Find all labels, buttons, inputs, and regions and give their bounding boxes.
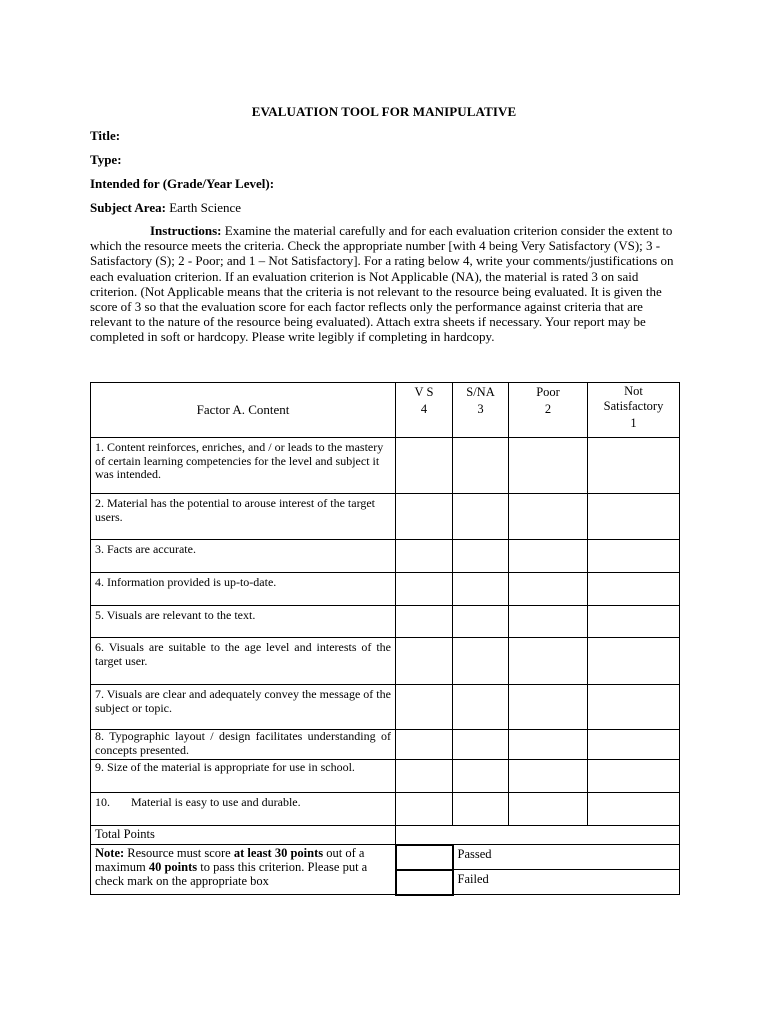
- note-text-1: Resource must score: [124, 846, 234, 860]
- rating-cell-1-sna[interactable]: [453, 438, 509, 494]
- column-header-vs: [396, 383, 453, 438]
- column-score-sna: 3: [477, 402, 484, 416]
- column-header-not-satisfactory: [588, 383, 680, 438]
- table-row: [91, 438, 680, 494]
- total-points-label: Total Points: [91, 826, 396, 845]
- table-row: [91, 638, 680, 685]
- rating-cell-1-not-satisfactory[interactable]: [588, 438, 680, 494]
- table-header-row: [91, 383, 680, 438]
- instructions-label: Instructions:: [150, 223, 222, 238]
- grade-level-field: [90, 176, 274, 192]
- criterion-9: 9. Size of the material is appropriate for use in school.: [91, 760, 396, 793]
- title-field: [90, 128, 120, 144]
- rating-cell-3-poor[interactable]: [509, 540, 588, 573]
- criterion-3: 3. Facts are accurate.: [91, 540, 396, 573]
- column-header-poor: [509, 383, 588, 438]
- table-row: [91, 685, 680, 730]
- rating-cell-6-vs[interactable]: [396, 638, 453, 685]
- rating-cell-8-not-satisfactory[interactable]: [588, 730, 680, 760]
- table-row: [91, 730, 680, 760]
- table-row: [91, 573, 680, 606]
- subject-area-field-value[interactable]: Earth Science: [169, 200, 242, 215]
- document-title: EVALUATION TOOL FOR MANIPULATIVE: [251, 104, 517, 119]
- criterion-7: 7. Visuals are clear and adequately convey the message of the subject or topic.: [91, 685, 396, 730]
- type-field: [90, 152, 122, 168]
- rating-cell-7-poor[interactable]: [509, 685, 588, 730]
- rating-cell-8-sna[interactable]: [453, 730, 509, 760]
- subject-area-field: [90, 200, 241, 216]
- failed-label: Failed: [453, 870, 680, 895]
- table-row: [91, 540, 680, 573]
- criterion-5: 5. Visuals are relevant to the text.: [91, 606, 396, 638]
- column-score-not-satisfactory: 1: [630, 416, 637, 430]
- note-text-3: to pass this criterion. Please put a check mark on the appropriate box: [95, 860, 368, 888]
- column-header-sna: [453, 383, 509, 438]
- title-field-label: Title:: [90, 128, 121, 143]
- column-label-not-satisfactory: Not Satisfactory: [603, 384, 664, 413]
- rating-cell-2-not-satisfactory[interactable]: [588, 494, 680, 540]
- rating-cell-2-vs[interactable]: [396, 494, 453, 540]
- rating-cell-9-poor[interactable]: [509, 760, 588, 793]
- total-points-value[interactable]: [396, 826, 680, 845]
- rating-cell-4-poor[interactable]: [509, 573, 588, 606]
- rating-cell-10-sna[interactable]: [453, 793, 509, 826]
- factor-header: Factor A. Content: [91, 383, 396, 438]
- note-label: Note:: [95, 846, 125, 860]
- note-bold-2: 40 points: [148, 860, 198, 874]
- rating-cell-3-not-satisfactory[interactable]: [588, 540, 680, 573]
- table-row: [91, 606, 680, 638]
- rating-cell-5-poor[interactable]: [509, 606, 588, 638]
- criterion-8: 8. Typographic layout / design facilitates understanding of concepts presented.: [91, 730, 396, 760]
- criterion-1: 1. Content reinforces, enriches, and / or leads to the mastery of certain learning competencies for the level and subject it was intended.: [91, 438, 396, 494]
- rating-cell-7-sna[interactable]: [453, 685, 509, 730]
- subject-area-field-label: Subject Area:: [90, 200, 166, 215]
- column-score-poor: 2: [544, 402, 552, 416]
- rating-cell-6-poor[interactable]: [509, 638, 588, 685]
- grade-level-field-label: Intended for (Grade/Year Level):: [90, 176, 275, 191]
- criterion-2: 2. Material has the potential to arouse interest of the target users.: [91, 494, 396, 540]
- rating-cell-4-not-satisfactory[interactable]: [588, 573, 680, 606]
- rating-cell-7-vs[interactable]: [396, 685, 453, 730]
- criterion-10: 10. Material is easy to use and durable.: [91, 793, 396, 826]
- criterion-6: 6. Visuals are suitable to the age level and interests of the target user.: [91, 638, 396, 685]
- rating-cell-2-sna[interactable]: [453, 494, 509, 540]
- column-score-vs: 4: [420, 402, 428, 416]
- rating-cell-10-not-satisfactory[interactable]: [588, 793, 680, 826]
- type-field-label: Type:: [90, 152, 122, 167]
- passed-checkbox[interactable]: [396, 845, 453, 870]
- table-row: [91, 494, 680, 540]
- note-text-2: out of a maximum: [95, 846, 365, 874]
- rating-cell-9-not-satisfactory[interactable]: [588, 760, 680, 793]
- table-row: [91, 793, 680, 826]
- rating-cell-1-vs[interactable]: [396, 438, 453, 494]
- rating-cell-7-not-satisfactory[interactable]: [588, 685, 680, 730]
- rating-cell-5-sna[interactable]: [453, 606, 509, 638]
- pass-note: [91, 845, 396, 895]
- rating-cell-5-vs[interactable]: [396, 606, 453, 638]
- rating-cell-6-sna[interactable]: [453, 638, 509, 685]
- passed-label: Passed: [453, 845, 680, 870]
- rating-cell-4-sna[interactable]: [453, 573, 509, 606]
- instructions-text: Examine the material carefully and for each evaluation criterion consider the extent to which the resource meets the criteria. Check the appropriate number [with 4 being Very Satisfactory (VS); 3 - Satisfactory (S); 2 - Poor; and 1 – Not Satisfactory]. For a rating below 4, write your comments/justifications on each evaluation criterion. If an evaluation criterion is Not Applicable (NA), the material is rated 3 on said criterion. (Not Applicable means that the criteria is not relevant to the resource being evaluated. It is given the score of 3 so that the evaluation score for each factor reflects only the performance against criteria that are relevant to the nature of the resource being evaluated). Attach extra sheets if necessary. Your report may be completed in soft or hardcopy. Please write legibly if completing in hardcopy.: [90, 223, 674, 345]
- total-points-row: [91, 826, 680, 845]
- rating-cell-9-vs[interactable]: [396, 760, 453, 793]
- instructions-paragraph: [90, 223, 682, 345]
- note-bold-1: at least 30 points: [233, 846, 324, 860]
- passed-row: [91, 845, 680, 870]
- rating-cell-9-sna[interactable]: [453, 760, 509, 793]
- column-label-poor: Poor: [536, 385, 560, 399]
- rating-cell-8-vs[interactable]: [396, 730, 453, 760]
- column-label-vs: V S: [414, 385, 434, 399]
- rating-cell-10-poor[interactable]: [509, 793, 588, 826]
- failed-checkbox[interactable]: [396, 870, 453, 895]
- rating-cell-3-sna[interactable]: [453, 540, 509, 573]
- rating-cell-5-not-satisfactory[interactable]: [588, 606, 680, 638]
- rating-cell-1-poor[interactable]: [509, 438, 588, 494]
- rating-cell-3-vs[interactable]: [396, 540, 453, 573]
- rating-cell-10-vs[interactable]: [396, 793, 453, 826]
- rating-cell-2-poor[interactable]: [509, 494, 588, 540]
- table-row: [91, 760, 680, 793]
- column-label-sna: S/NA: [466, 385, 495, 399]
- rating-cell-6-not-satisfactory[interactable]: [588, 638, 680, 685]
- criterion-4: 4. Information provided is up-to-date.: [91, 573, 396, 606]
- evaluation-table: [90, 382, 680, 896]
- rating-cell-8-poor[interactable]: [509, 730, 588, 760]
- rating-cell-4-vs[interactable]: [396, 573, 453, 606]
